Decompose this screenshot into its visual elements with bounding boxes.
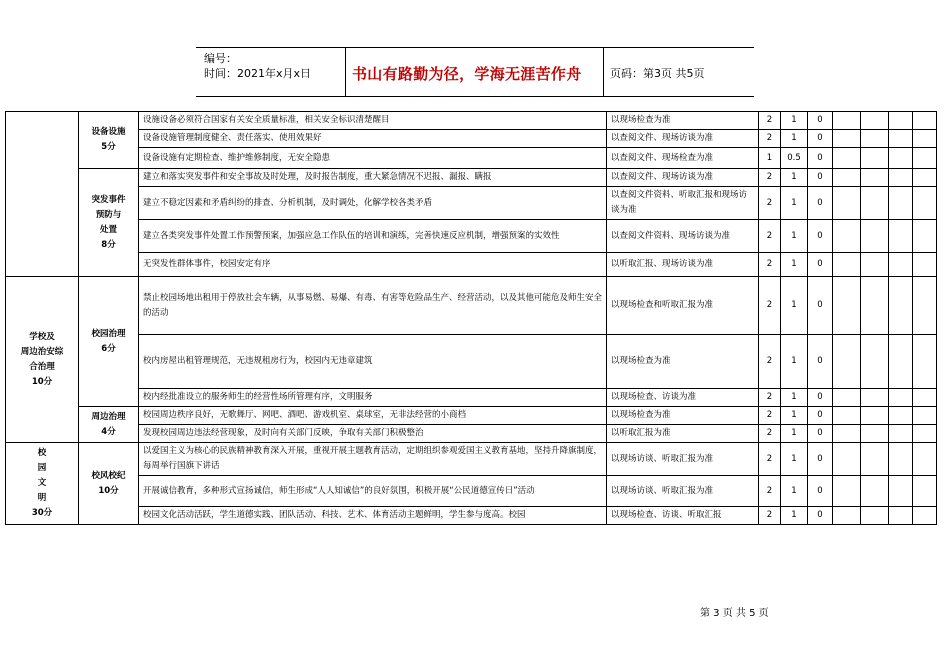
table-row [6,130,937,148]
standard-cell: 校内经批准设立的服务师生的经营性场所管理有序，文明服务 [139,389,607,407]
table-row [6,148,937,169]
standard-cell: 设备设施管理制度健全、责任落实、使用效果好 [139,130,607,148]
score-cell: 1 [781,112,808,130]
evaluation-table [5,111,937,525]
standard-cell: 发现校园周边违法经营现象，及时向有关部门反映，争取有关部门积极整治 [139,425,607,443]
score-cell: 2 [759,407,781,425]
score-cell: 2 [759,112,781,130]
score-cell: 0 [808,148,833,169]
score-cell: 2 [759,476,781,507]
method-cell: 以现场检查为准 [607,407,759,425]
empty-cell [913,112,937,130]
empty-cell [889,407,913,425]
score-cell: 2 [759,389,781,407]
method-cell: 以现场检查、访谈、听取汇报 [607,507,759,525]
table-row [6,425,937,443]
empty-cell [913,476,937,507]
empty-cell [833,443,861,476]
method-cell: 以查阅文件资料、现场访谈为准 [607,220,759,253]
method-cell: 以查阅文件、现场检查为准 [607,148,759,169]
empty-cell [833,112,861,130]
subcategory-cell: 突发事件 预防与 处置 8分 [79,169,139,277]
score-cell: 1 [781,169,808,187]
empty-cell [833,148,861,169]
table-row [6,335,937,389]
score-cell: 0 [808,130,833,148]
header-page-info: 页码：第3页 共5页 [610,67,705,80]
score-cell: 0 [808,277,833,335]
empty-cell [861,187,889,220]
empty-cell [861,407,889,425]
empty-cell [913,389,937,407]
score-cell: 1 [781,335,808,389]
empty-cell [889,389,913,407]
score-cell: 2 [759,507,781,525]
table-row [6,443,937,476]
empty-cell [833,425,861,443]
empty-cell [889,112,913,130]
subcategory-cell: 设备设施 5分 [79,112,139,169]
page-footer: 第 3 页 共 5 页 [700,608,769,619]
empty-cell [861,220,889,253]
date-text: 时间：2021年x月x日 [204,67,312,80]
standard-cell: 建立和落实突发事件和安全事故及时处理，及时报告制度，重大紧急情况不迟报、漏报、瞒报 [139,169,607,187]
score-cell: 0.5 [781,148,808,169]
category-cell [6,112,79,277]
method-cell: 以现场检查为准 [607,112,759,130]
empty-cell [913,220,937,253]
empty-cell [913,169,937,187]
empty-cell [861,277,889,335]
standard-cell: 以爱国主义为核心的民族精神教育深入开展，重视开展主题教育活动，定期组织参观爱国主义教育基地，坚持升降旗制度，每周举行国旗下讲话 [139,443,607,476]
standard-cell: 校园文化活动活跃，学生道德实践、团队活动、科技、艺术、体育活动主题鲜明，学生参与度高。校园 [139,507,607,525]
empty-cell [833,389,861,407]
score-cell: 2 [759,443,781,476]
header-divider [345,47,346,97]
table-row [6,277,937,335]
empty-cell [861,112,889,130]
empty-cell [861,389,889,407]
empty-cell [889,476,913,507]
empty-cell [913,335,937,389]
score-cell: 0 [808,187,833,220]
empty-cell [833,220,861,253]
score-cell: 1 [781,425,808,443]
table-row [6,169,937,187]
table-row [6,253,937,277]
score-cell: 1 [781,277,808,335]
score-cell: 1 [781,507,808,525]
subcategory-cell: 校风校纪 10分 [79,443,139,525]
standard-cell: 校园周边秩序良好，无歌舞厅、网吧、酒吧、游戏机室、桌球室，无非法经营的小商档 [139,407,607,425]
table-row [6,507,937,525]
score-cell: 1 [781,130,808,148]
score-cell: 0 [808,220,833,253]
score-cell: 0 [808,112,833,130]
method-cell: 以现场访谈、听取汇报为准 [607,476,759,507]
score-cell: 0 [808,389,833,407]
method-cell: 以现场访谈、听取汇报为准 [607,443,759,476]
empty-cell [861,335,889,389]
subcategory-cell: 周边治理 4分 [79,407,139,443]
header-bottom-rule [196,96,754,97]
method-cell: 以听取汇报、现场访谈为准 [607,253,759,277]
method-cell: 以听取汇报为准 [607,425,759,443]
score-cell: 2 [759,335,781,389]
score-cell: 2 [759,253,781,277]
score-cell: 1 [759,148,781,169]
empty-cell [833,169,861,187]
method-cell: 以查阅文件、现场访谈为准 [607,169,759,187]
score-cell: 0 [808,507,833,525]
header-divider [603,47,604,97]
standard-cell: 禁止校园场地出租用于停放社会车辆，从事易燃、易爆、有毒、有害等危险品生产、经营活动，以及其他可能危及师生安全的活动 [139,277,607,335]
empty-cell [889,187,913,220]
empty-cell [889,507,913,525]
empty-cell [889,148,913,169]
empty-cell [913,507,937,525]
standard-cell: 建立不稳定因素和矛盾纠纷的排查、分析机制，及时调处，化解学校各类矛盾 [139,187,607,220]
empty-cell [889,130,913,148]
empty-cell [861,476,889,507]
empty-cell [889,443,913,476]
table-row [6,476,937,507]
score-cell: 0 [808,335,833,389]
empty-cell [913,148,937,169]
score-cell: 1 [781,187,808,220]
score-cell: 1 [781,407,808,425]
standard-cell: 校内房屋出租管理规范，无违规租房行为，校园内无违章建筑 [139,335,607,389]
empty-cell [861,253,889,277]
score-cell: 1 [781,220,808,253]
empty-cell [861,507,889,525]
method-cell: 以现场检查为准 [607,335,759,389]
table-row [6,187,937,220]
empty-cell [833,335,861,389]
score-cell: 0 [808,476,833,507]
empty-cell [889,220,913,253]
empty-cell [861,169,889,187]
standard-cell: 设备设施有定期检查、维护维修制度，无安全隐患 [139,148,607,169]
empty-cell [833,407,861,425]
score-cell: 1 [781,443,808,476]
empty-cell [913,253,937,277]
table-row [6,112,937,130]
score-cell: 2 [759,425,781,443]
empty-cell [833,277,861,335]
header-motto: 书山有路勤为径，学海无涯苦作舟 [352,65,582,83]
table-row [6,220,937,253]
empty-cell [889,277,913,335]
page-header [196,47,754,97]
method-cell: 以查阅文件、现场访谈为准 [607,130,759,148]
empty-cell [833,507,861,525]
empty-cell [833,253,861,277]
category-cell: 学校及 周边治安综 合治理 10分 [6,277,79,443]
empty-cell [913,130,937,148]
empty-cell [913,425,937,443]
category-cell: 校 园 文 明 30分 [6,443,79,525]
score-cell: 2 [759,220,781,253]
method-cell: 以现场检查和听取汇报为准 [607,277,759,335]
score-cell: 2 [759,169,781,187]
score-cell: 0 [808,169,833,187]
score-cell: 2 [759,130,781,148]
empty-cell [861,443,889,476]
standard-cell: 建立各类突发事件处置工作预警预案，加强应急工作队伍的培训和演练，完善快速反应机制，增强预案的实效性 [139,220,607,253]
score-cell: 1 [781,253,808,277]
standard-cell: 设施设备必须符合国家有关安全质量标准，相关安全标识清楚醒目 [139,112,607,130]
empty-cell [913,277,937,335]
score-cell: 1 [781,476,808,507]
doc-number-label: 编号： [204,52,237,65]
empty-cell [861,425,889,443]
empty-cell [913,443,937,476]
empty-cell [833,476,861,507]
method-cell: 以查阅文件资料、听取汇报和现场访谈为准 [607,187,759,220]
table-row [6,407,937,425]
score-cell: 0 [808,425,833,443]
subcategory-cell: 校园治理 6分 [79,277,139,407]
score-cell: 1 [781,389,808,407]
empty-cell [889,169,913,187]
score-cell: 0 [808,407,833,425]
standard-cell: 无突发性群体事件，校园安定有序 [139,253,607,277]
empty-cell [889,253,913,277]
table-row [6,389,937,407]
empty-cell [861,130,889,148]
score-cell: 0 [808,443,833,476]
method-cell: 以现场检查、访谈为准 [607,389,759,407]
header-meta [204,51,311,81]
score-cell: 2 [759,187,781,220]
empty-cell [913,187,937,220]
empty-cell [833,187,861,220]
standard-cell: 开展诚信教育，多种形式宣扬诚信，师生形成“人人知诚信”的良好氛围，积极开展“公民道德宣传日”活动 [139,476,607,507]
empty-cell [889,425,913,443]
empty-cell [889,335,913,389]
header-top-rule [196,47,754,48]
score-cell: 2 [759,277,781,335]
score-cell: 0 [808,253,833,277]
empty-cell [861,148,889,169]
empty-cell [833,130,861,148]
empty-cell [913,407,937,425]
